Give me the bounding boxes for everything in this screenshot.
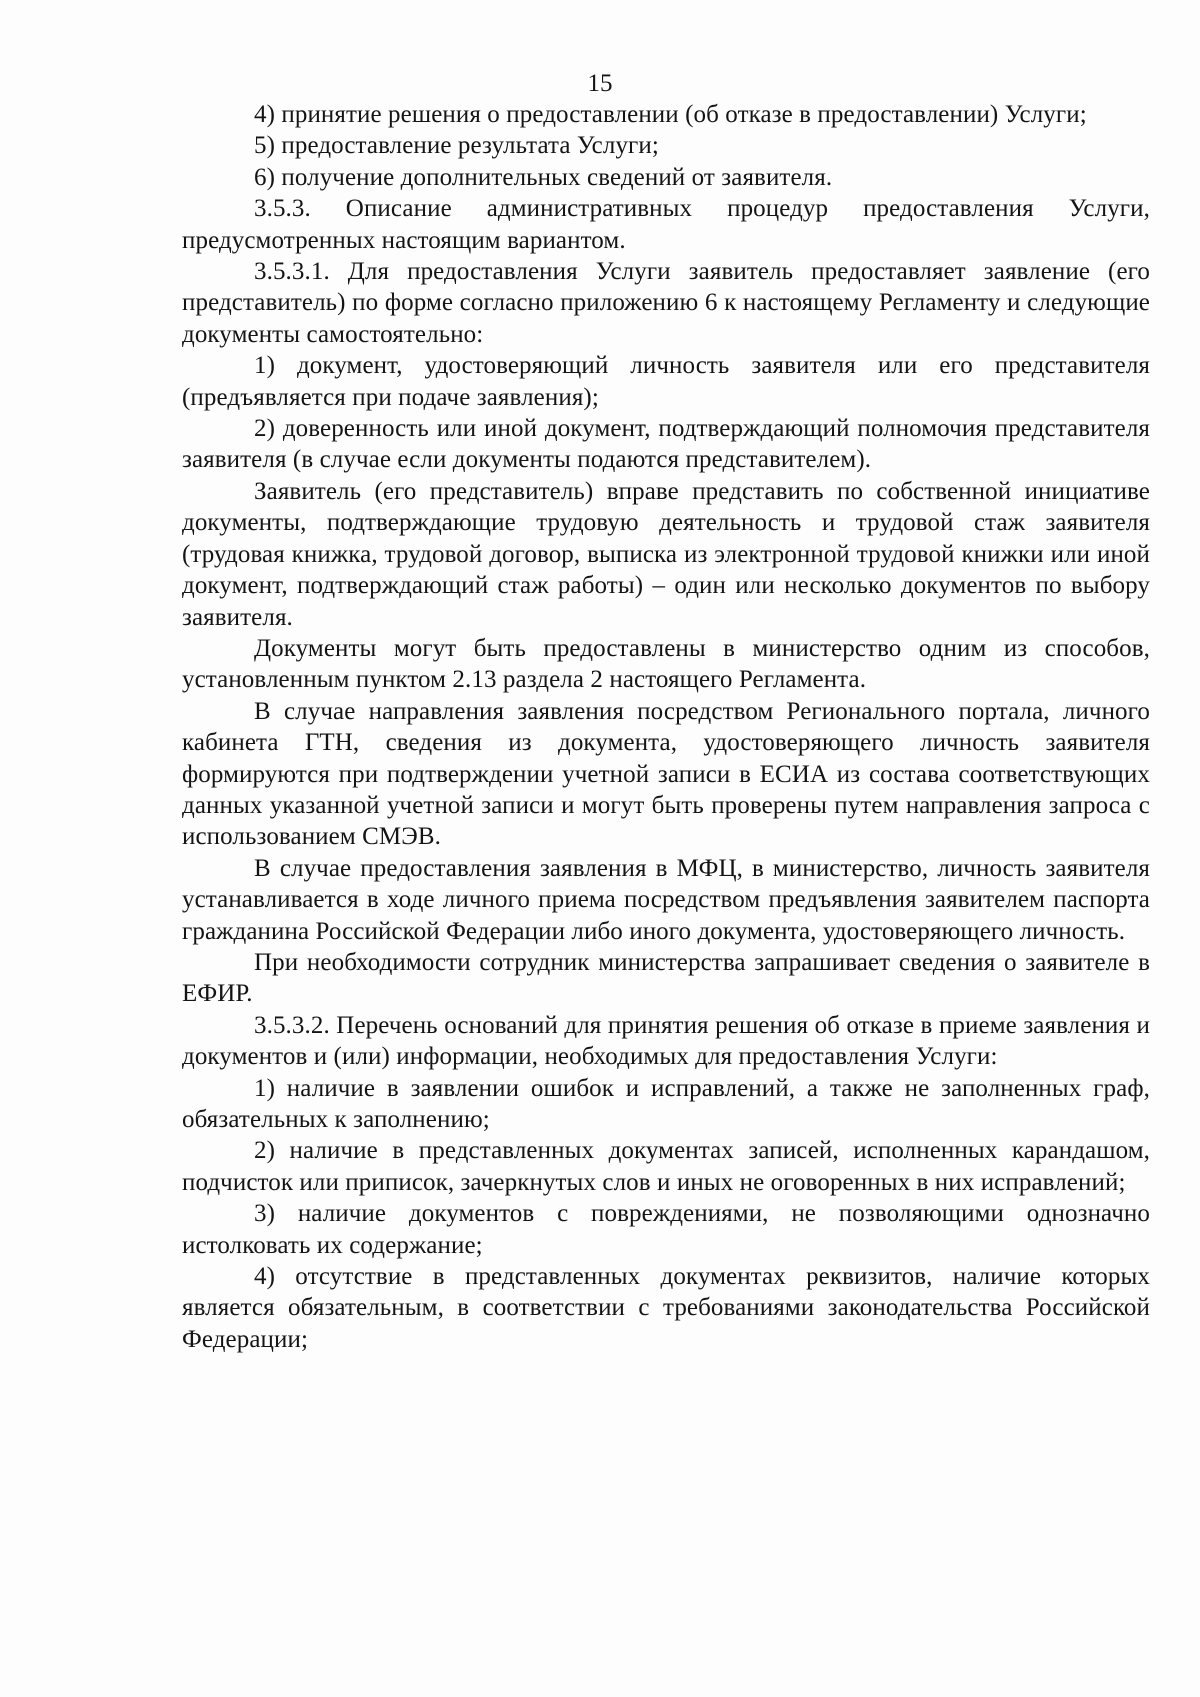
paragraph-refusal-2: 2) наличие в представленных документах записей, исполненных карандашом, подчисток или приписок, зачеркнутых слов и иных не оговоренных в них исправлений; (182, 1137, 1150, 1196)
paragraph-submission-methods: Документы могут быть предоставлены в министерство одним из способов, установленным пунктом 2.13 раздела 2 настоящего Регламента. (182, 634, 1150, 694)
paragraph-section-3-5-3: 3.5.3. Описание административных процедур предоставления Услуги, предусмотренных настоящим вариантом. (182, 195, 1150, 254)
paragraph-regional-portal: В случае направления заявления посредством Регионального портала, личного кабинета ГТН, сведения из документа, удостоверяющего личность заявителя формируются при подтверждении учетной записи в ЕСИА из состава соответствующих данных указанной учетной записи и могут быть проверены путем направления запроса с использованием СМЭВ. (182, 697, 1150, 851)
paragraph-refusal-3: 3) наличие документов с повреждениями, не позволяющими однозначно истолковать их содержание; (182, 1200, 1150, 1259)
paragraph-step-5: 5) предоставление результата Услуги; (254, 132, 659, 160)
paragraph-step-4: 4) принятие решения о предоставлении (об отказе в предоставлении) Услуги; (254, 101, 1087, 128)
paragraph-document-2: 2) доверенность или иной документ, подтверждающий полномочия представителя заявителя (в случае если документы подаются представителем). (182, 415, 1150, 474)
document-body (182, 99, 1150, 1355)
paragraph-step-6: 6) получение дополнительных сведений от заявителя. (254, 163, 833, 191)
page-number: 15 (587, 70, 613, 97)
paragraph-refusal-1: 1) наличие в заявлении ошибок и исправлений, а также не заполненных граф, обязательных к заполнению; (182, 1074, 1150, 1133)
paragraph-document-1: 1) документ, удостоверяющий личность заявителя или его представителя (предъявляется при подаче заявления); (182, 352, 1150, 411)
paragraph-section-3-5-3-1: 3.5.3.1. Для предоставления Услуги заявитель предоставляет заявление (его представитель) по форме согласно приложению 6 к настоящему Регламенту и следующие документы самостоятельно: (182, 258, 1150, 348)
paragraph-refusal-4: 4) отсутствие в представленных документах реквизитов, наличие которых является обязательным, в соответствии с требованиями законодательства Российской Федерации; (182, 1263, 1150, 1353)
paragraph-applicant-initiative: Заявитель (его представитель) вправе представить по собственной инициативе документы, подтверждающие трудовую деятельность и трудовой стаж заявителя (трудовая книжка, трудовой договор, выписка из электронной трудовой книжки или иной документ, подтверждающий стаж работы) – один или несколько документов по выбору заявителя. (182, 477, 1150, 631)
paragraph-efir-request: При необходимости сотрудник министерства запрашивает сведения о заявителе в ЕФИР. (182, 948, 1150, 1008)
paragraph-mfc-submission: В случае предоставления заявления в МФЦ, в министерство, личность заявителя устанавливается в ходе личного приема посредством предъявления заявителем паспорта гражданина Российской Федерации либо иного документа, удостоверяющего личность. (182, 854, 1150, 945)
paragraph-section-3-5-3-2: 3.5.3.2. Перечень оснований для принятия решения об отказе в приеме заявления и документов и (или) информации, необходимых для предоставления Услуги: (182, 1011, 1150, 1071)
